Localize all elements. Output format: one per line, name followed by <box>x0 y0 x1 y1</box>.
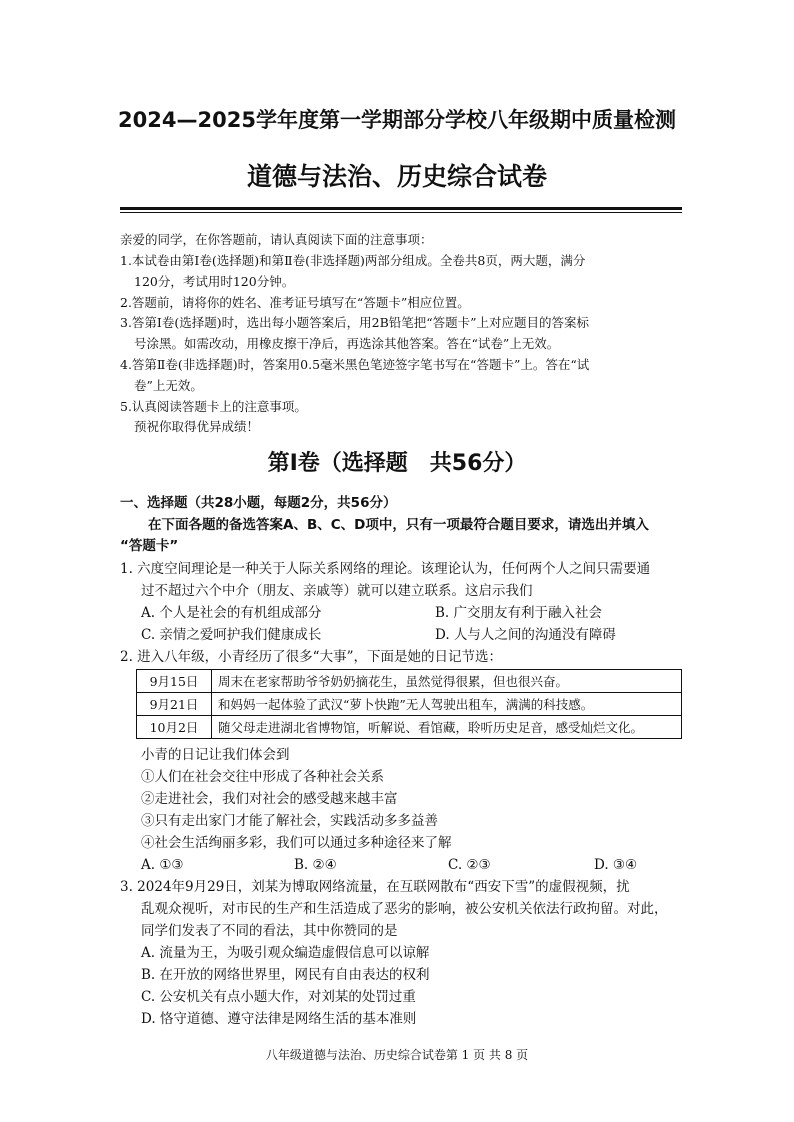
page-footer: 八年级道德与法治、历史综合试卷第 1 页 共 8 页 <box>265 1048 529 1062</box>
notice-item-4: 4.答第Ⅱ卷(非选择题)时，答案用0.5毫米黑色笔迹签字笔书写在“答题卡”上。答在“试 <box>120 357 590 372</box>
notice-item-3: 3.答第Ⅰ卷(选择题)时，选出每小题答案后，用2B铅笔把“答题卡”上对应题目的答案标 <box>120 315 590 330</box>
header-rule-thin <box>120 212 682 213</box>
diary-date: 10月2日 <box>137 716 212 739</box>
q2-statement-3: ③只有走出家门才能了解社会，实践活动多多益善 <box>141 813 438 829</box>
diary-text: 随父母走进湖北省博物馆，听解说、看馆藏，聆听历史足音，感受灿烂文化。 <box>212 716 682 739</box>
notice-item-3-cont: 号涂黑。如需改动，用橡皮擦干净后，再选涂其他答案。答在“试卷”上无效。 <box>134 336 560 351</box>
q1-stem: 1. 六度空间理论是一种关于人际关系网络的理论。该理论认为，任何两个人之间只需要通 <box>120 561 651 577</box>
q3-option-b: B. 在开放的网络世界里，网民有自由表达的权利 <box>141 967 430 983</box>
diary-text: 和妈妈一起体验了武汉“萝卜快跑”无人驾驶出租车，满满的科技感。 <box>212 693 682 716</box>
exam-subtitle: 道德与法治、历史综合试卷 <box>246 162 547 191</box>
notice-greeting: 亲爱的同学，在你答题前，请认真阅读下面的注意事项： <box>120 232 433 247</box>
q1-option-b: B. 广交朋友有利于融入社会 <box>435 605 603 621</box>
q3-option-c: C. 公安机关有点小题大作，对刘某的处罚过重 <box>141 989 416 1005</box>
q2-option-a: A. ①③ <box>141 857 184 873</box>
notice-item-1: 1.本试卷由第Ⅰ卷(选择题)和第Ⅱ卷(非选择题)两部分组成。全卷共8页，两大题，满分 <box>120 253 586 268</box>
q1-option-c: C. 亲情之爱呵护我们健康成长 <box>141 627 322 643</box>
q3-option-a: A. 流量为王，为吸引观众编造虚假信息可以谅解 <box>141 945 430 961</box>
q1-option-d: D. 人与人之间的沟通没有障碍 <box>435 627 616 643</box>
q3-stem-cont-2: 同学们发表了不同的看法，其中你赞同的是 <box>141 923 398 939</box>
part-heading: 一、选择题（共28小题，每题2分，共56分） <box>120 495 397 511</box>
notice-wish: 预祝你取得优异成绩！ <box>134 419 260 434</box>
header-rule-thick <box>120 207 682 210</box>
q2-stem: 2. 进入八年级，小青经历了很多“大事”，下面是她的日记节选： <box>120 649 502 665</box>
diary-text: 周末在老家帮助爷爷奶奶摘花生，虽然觉得很累，但也很兴奋。 <box>212 670 682 693</box>
diary-date: 9月15日 <box>137 670 212 693</box>
notice-item-5: 5.认真阅读答题卡上的注意事项。 <box>120 399 307 414</box>
table-row <box>137 716 682 739</box>
q1-option-a: A. 个人是社会的有机组成部分 <box>141 605 322 621</box>
diary-date: 9月21日 <box>137 693 212 716</box>
q2-option-c: C. ②③ <box>448 857 491 873</box>
q2-statement-1: ①人们在社会交往中形成了各种社会关系 <box>141 769 384 785</box>
q2-statement-2: ②走进社会，我们对社会的感受越来越丰富 <box>141 791 398 807</box>
table-row <box>137 693 682 716</box>
q2-diary-table <box>136 669 682 739</box>
q2-lead: 小青的日记让我们体会到 <box>141 747 290 763</box>
part-instruction: 在下面各题的备选答案A、B、C、D项中，只有一项最符合题目要求，请选出并填入 <box>148 517 649 533</box>
table-row <box>137 670 682 693</box>
q2-statement-4: ④社会生活绚丽多彩，我们可以通过多种途径来了解 <box>141 835 452 851</box>
notice-item-2: 2.答题前，请将你的姓名、准考证号填写在“答题卡”相应位置。 <box>120 295 470 310</box>
notice-item-1-cont: 120分，考试用时120分钟。 <box>134 274 295 289</box>
q3-stem: 3. 2024年9月29日，刘某为博取网络流量，在互联网散布“西安下雪”的虚假视频，扰 <box>120 879 630 895</box>
q3-option-d: D. 恪守道德、遵守法律是网络生活的基本准则 <box>141 1011 417 1027</box>
q1-stem-cont: 过不超过六个中介（朋友、亲戚等）就可以建立联系。这启示我们 <box>141 583 533 599</box>
notice-item-4-cont: 卷”上无效。 <box>134 378 203 393</box>
q2-option-d: D. ③④ <box>594 857 638 873</box>
q2-option-b: B. ②④ <box>294 857 337 873</box>
part-instruction-cont: “答题卡” <box>120 538 179 554</box>
q3-stem-cont-1: 乱观众视听，对市民的生产和生活造成了恶劣的影响，被公安机关依法行政拘留。对此， <box>141 901 668 917</box>
exam-title: 2024—2025学年度第一学期部分学校八年级期中质量检测 <box>118 108 676 132</box>
section-title: 第Ⅰ卷（选择题 共56分） <box>267 451 527 476</box>
